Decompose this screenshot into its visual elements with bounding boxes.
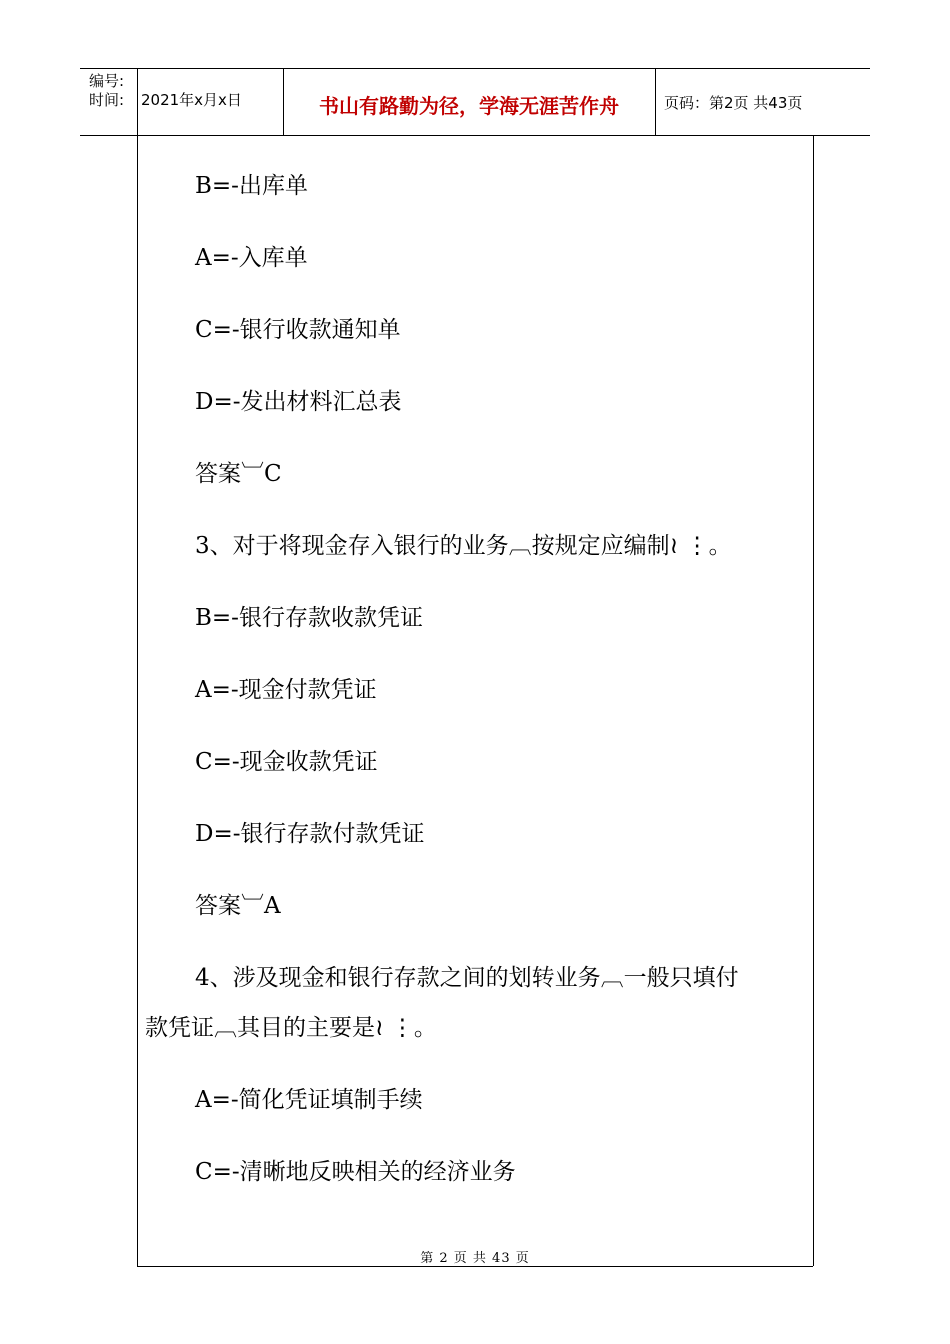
- header-divider-3: [655, 68, 656, 136]
- option-d-line: D=-银行存款付款凭证: [195, 821, 425, 847]
- serial-label: 编号:: [89, 72, 125, 90]
- question-4-line-1: 4、涉及现金和银行存款之间的划转业务︹一般只填付: [195, 965, 739, 991]
- option-a-line: A=-现金付款凭证: [195, 677, 377, 703]
- option-d-line: D=-发出材料汇总表: [195, 389, 402, 415]
- option-b-line: B=-出库单: [195, 173, 308, 199]
- option-c-line: C=-银行收款通知单: [195, 317, 401, 343]
- header-bottom-rule: [80, 135, 870, 136]
- frame-left-border: [137, 136, 138, 1266]
- motto-title: 书山有路勤为径，学海无涯苦作舟: [319, 94, 619, 118]
- frame-right-border: [813, 136, 814, 1266]
- answer-line: 答案︺C: [195, 461, 282, 487]
- option-a-line: A=-简化凭证填制手续: [195, 1087, 423, 1113]
- header-divider-1: [137, 68, 138, 136]
- option-b-line: B=-银行存款收款凭证: [195, 605, 423, 631]
- page-footer: 第 2 页 共 43 页: [420, 1251, 530, 1266]
- header-top-rule: [80, 68, 870, 69]
- frame-bottom-border: [137, 1266, 813, 1267]
- answer-line: 答案︺A: [195, 893, 281, 919]
- option-c-line: C=-现金收款凭证: [195, 749, 378, 775]
- time-label: 时间:: [89, 91, 125, 109]
- page-info: 页码：第2页 共43页: [664, 94, 803, 112]
- date-value: 2021年x月x日: [141, 91, 242, 109]
- option-c-line: C=-清晰地反映相关的经济业务: [195, 1159, 516, 1185]
- question-4-line-2: 款凭证︹其目的主要是≀ ⋮。: [145, 1015, 437, 1041]
- option-a-line: A=-入库单: [195, 245, 308, 271]
- question-3: 3、对于将现金存入银行的业务︹按规定应编制≀ ⋮。: [195, 533, 732, 559]
